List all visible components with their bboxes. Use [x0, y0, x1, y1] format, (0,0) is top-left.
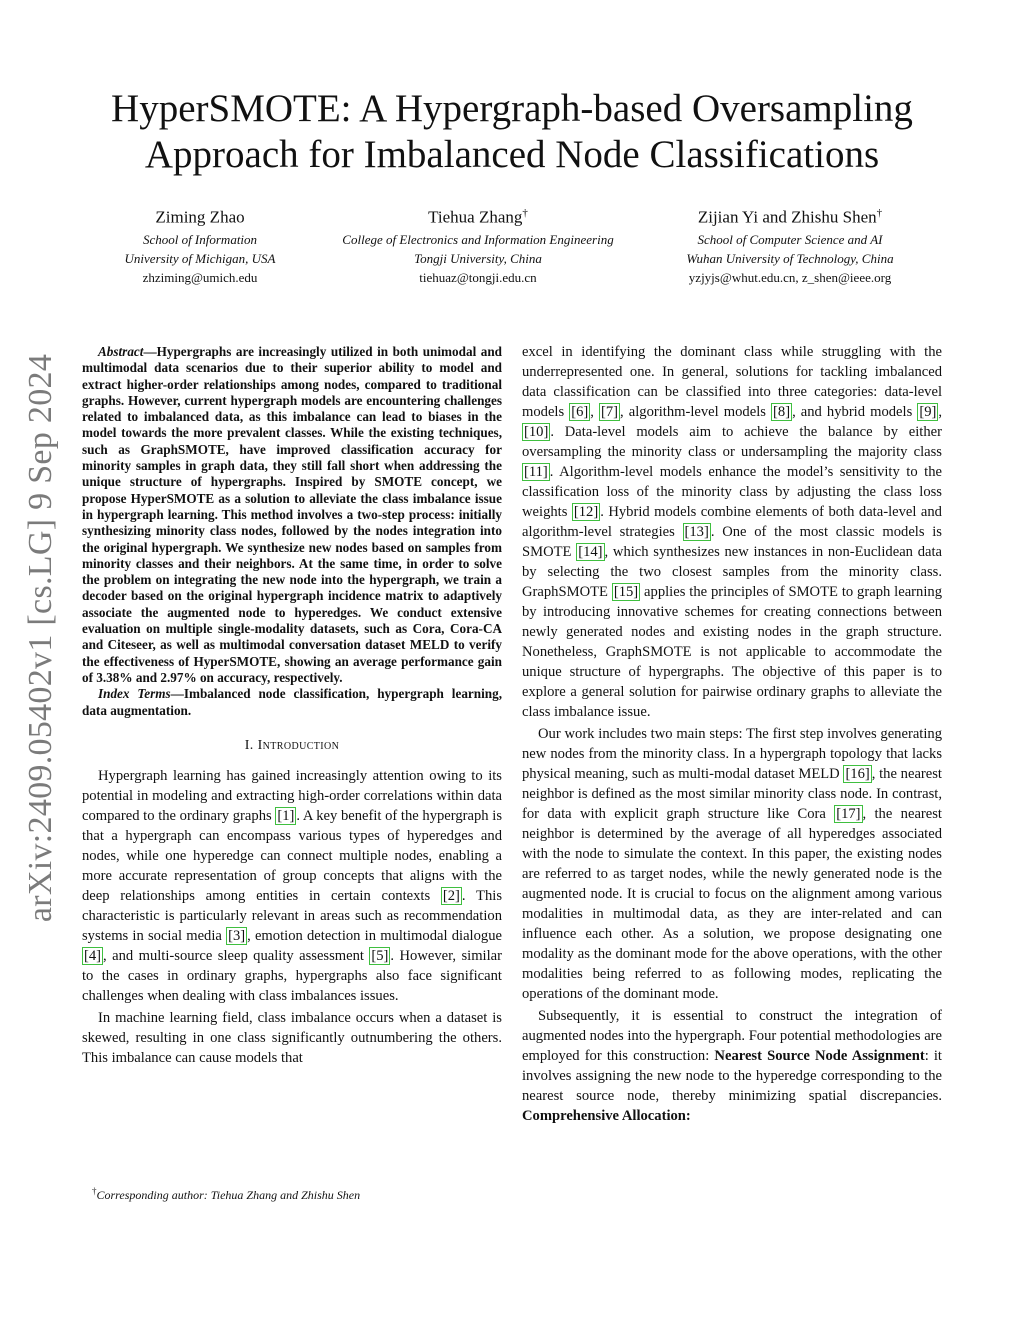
- body-paragraph-continued: excel in identifying the dominant class while struggling with the underrepresented one. In general, solutions for tackling imbalanced data classification can be classified into three categories: data-level models [6] , [7] , algorithm-level models [8] , and hybrid models [9] , [10] . Data-level models aim to achieve the balance by either oversampling the minority class or undersampling the majority class [11] . Algorithm-level models enhance the model’s sensitivity to the classification loss of the minority class by adjusting the class loss weights [12] . Hybrid models combine elements of both data-level and algorithm-level strategies [13] . One of the most classic models is SMOTE [14] , which synthesizes new instances in non-Euclidean data by selecting the two closest samples from the minority class. GraphSMOTE [15] applies the principles of SMOTE to graph learning by introducing innovative schemes for creating connections between newly generated nodes and existing nodes in the graph structure. Nonetheless, GraphSMOTE is not applicable to accommodate the unique structure of hypergraphs. The objective of this paper is to explore a general solution for pairwise ordinary graphs to alleviate the class imbalance issue.: [522, 344, 943, 720]
- citation-link[interactable]: [7]: [601, 404, 619, 420]
- body-paragraph-steps: Our work includes two main steps: The first step involves generating new nodes from the minority class. In a hypergraph topology that lacks physical meaning, such as multi-modal dataset MELD [16] , the nearest neighbor is defined as the most similar minority class node. In contrast, for data with explicit graph structure like Cora [17] , the nearest neighbor is determined by the average of all hyperedges associated with the node to simulate the context. In this paper, the existing nodes are referred to as target nodes, while the newly generated node is the augmented node. It is crucial to focus on the alignment among various modalities in multimodal data, as they are inter-related and can influence each other. As a solution, we propose designating one modality as the dominant mode for the above operations, with the other modalities being referred to as following modes, replicating the operations of the dominant mode.: [522, 726, 942, 1002]
- author-email: yzjyjs@whut.edu.cn, z_shen@ieee.org: [688, 269, 892, 285]
- citation-link[interactable]: [9]: [919, 404, 937, 420]
- author-email: tiehuaz@tongji.edu.cn: [419, 269, 537, 285]
- intro-paragraph-1: Hypergraph learning has gained increasingly attention owing to its potential in modeling and extracting high-order correlations within data compared to the ordinary graphs [1] . A key benefit of the hypergraph is that a hypergraph can encompass various types of hyperedges and nodes, while one hyperedge can connect multiple nodes, enabling a more accurate representation of group concepts that aligns with the deep relationships among entities in certain contexts [2] . This characteristic is particularly relevant in areas such as recommendation systems in social media [3] , emotion detection in multimodal dialogue [4] , and multi-source sleep quality assessment [5] . However, similar to the cases in ordinary graphs, hypergraphs also face significant challenges when dealing with class imbalances issues.: [82, 767, 502, 1004]
- author-3: [655, 201, 925, 287]
- title-line-1: HyperSMOTE: A Hypergraph-based Oversampling: [111, 87, 913, 130]
- author-affiliation: School of Information: [142, 231, 258, 247]
- author-2: [310, 201, 646, 287]
- author-institution: University of Michigan, USA: [124, 250, 276, 266]
- title-line-2: Approach for Imbalanced Node Classifications: [144, 133, 880, 176]
- author-institution: Wuhan University of Technology, China: [686, 250, 894, 266]
- right-column: [522, 342, 942, 1128]
- citation-link[interactable]: [2]: [442, 887, 460, 904]
- citation-link[interactable]: [12]: [573, 504, 599, 520]
- section-heading-introduction: I. Introduction: [244, 737, 340, 753]
- citation-link[interactable]: [5]: [371, 947, 389, 964]
- citation-link[interactable]: [1]: [277, 807, 295, 824]
- citation-link[interactable]: [17]: [836, 806, 861, 822]
- intro-paragraph-2: In machine learning field, class imbalance occurs when a dataset is skewed, resulting in one class significantly outnumbering the others. This imbalance can cause models that: [82, 1009, 502, 1066]
- footnote: †Corresponding author: Tiehua Zhang and Zhishu Shen: [92, 1186, 361, 1202]
- citation-link[interactable]: [11]: [524, 464, 548, 480]
- citation-link[interactable]: [15]: [613, 584, 639, 600]
- left-column: [82, 344, 502, 1070]
- index-terms: Index Terms—Imbalanced node classification, hypergraph learning, data augmentation.: [82, 686, 502, 718]
- citation-link[interactable]: [13]: [684, 524, 709, 540]
- author-affiliation: College of Electronics and Information Engineering: [342, 231, 614, 247]
- paper-title: [0, 86, 1024, 178]
- author-affiliation: School of Computer Science and AI: [697, 231, 883, 247]
- citation-link[interactable]: [10]: [524, 424, 549, 440]
- citation-link[interactable]: [14]: [578, 544, 603, 560]
- author-institution: Tongji University, China: [414, 250, 542, 266]
- abstract: Abstract—Hypergraphs are increasingly utilized in both unimodal and multimodal data scenarios due to their superior ability to model and extract higher-order relationships among nodes, compared to traditional graphs. However, current hypergraph models are encountering challenges related to imbalanced data, as this imbalance can lead to biases in the model towards the more prevalent classes. While the existing techniques, such as GraphSMOTE, have improved classification accuracy for minority samples in graph data, they still fall short when addressing the unique structure of hypergraphs. Inspired by SMOTE concept, we propose HyperSMOTE as a solution to alleviate the class imbalance issue in hypergraph learning. This method involves a two-step process: initially synthesizing minority class nodes, followed by the nodes integration into the original hypergraph. We synthesize new nodes based on samples from minority classes and their neighbors. At the same time, in order to solve the problem on integrating the new node into the hypergraph, we train a decoder based on the original hypergraph incidence matrix to adaptively associate the augmented node to hyperedges. We conduct extensive evaluation on multiple single-modality datasets, such as Cora, Cora-CA and Citeseer, as well as multimodal conversation dataset MELD to verify the effectiveness of HyperSMOTE, showing an average performance gain of 3.38% and 2.97% on accuracy, respectively.: [82, 344, 502, 685]
- arxiv-identifier: [15, 310, 67, 966]
- body-paragraph-integration: Subsequently, it is essential to construct the integration of augmented nodes into the hypergraph. Four potential methodologies are employed for this construction: Nearest Source Node Assignment: it involves assigning the new node to the hyperedge corresponding to the nearest source node, thereby minimizing spatial discrepancies. Comprehensive Allocation:: [522, 1008, 943, 1124]
- citation-link[interactable]: [8]: [773, 404, 791, 420]
- citation-link[interactable]: [6]: [571, 404, 589, 420]
- author-1: [95, 201, 305, 287]
- author-name: Tiehua Zhang†: [428, 207, 528, 227]
- author-email: zhziming@umich.edu: [142, 269, 258, 285]
- citation-link[interactable]: [3]: [228, 927, 246, 944]
- author-name: Zijian Yi and Zhishu Shen†: [697, 207, 883, 227]
- author-name: Ziming Zhao: [155, 207, 245, 227]
- citation-link[interactable]: [16]: [845, 766, 870, 782]
- citation-link[interactable]: [4]: [84, 947, 102, 964]
- arxiv-id-text: arXiv:2409.05402v1 [cs.LG] 9 Sep 2024: [22, 353, 59, 923]
